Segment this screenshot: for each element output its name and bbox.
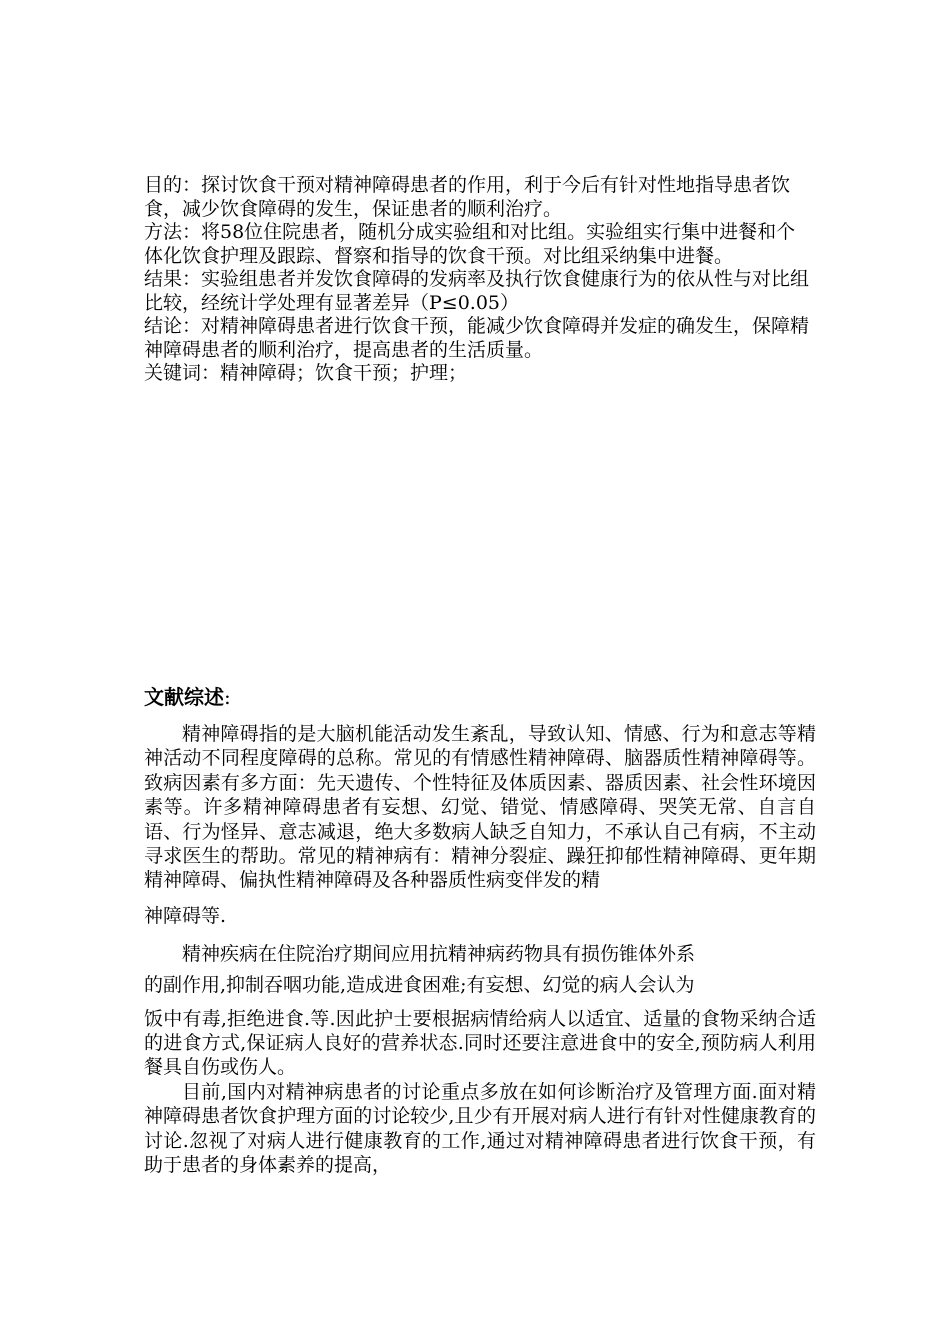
- review-paragraph-2-line-1: 精神疾病在住院治疗期间应用抗精神病药物具有损伤锥体外系: [182, 943, 696, 966]
- abstract-section: [144, 174, 814, 386]
- abstract-purpose: 目的：探讨饮食干预对精神障碍患者的作用，利于今后有针对性地指导患者饮食，减少饮食障碍的发生，保证患者的顺利治疗。: [144, 174, 791, 220]
- abstract-method: 方法：将58位住院患者，随机分成实验组和对比组。实验组实行集中进餐和个体化饮食护理及跟踪、督察和指导的饮食干预。对比组采纳集中进餐。: [144, 221, 796, 267]
- review-heading-colon: :: [224, 685, 231, 709]
- review-heading-text: 文献综述: [144, 685, 224, 709]
- review-paragraph-2-line-2: 的副作用,抑制吞咽功能,造成进食困难;有妄想、幻觉的病人会认为: [144, 973, 695, 996]
- abstract-conclusion: 结论：对精神障碍患者进行饮食干预，能减少饮食障碍并发症的确发生，保障精神障碍患者的顺利治疗，提高患者的生活质量。: [144, 315, 810, 361]
- literature-review-body: [144, 722, 816, 1178]
- literature-review-heading: [144, 684, 231, 710]
- review-paragraph-1-tail: 神障碍等.: [144, 904, 227, 927]
- abstract-result: 结果：实验组患者并发饮食障碍的发病率及执行饮食健康行为的依从性与对比组比较，经统计学处理有显著差异（P≤0.05）: [144, 268, 810, 314]
- review-paragraph-1: 精神障碍指的是大脑机能活动发生紊乱，导致认知、情感、行为和意志等精神活动不同程度障碍的总称。常见的有情感性精神障碍、脑器质性精神障碍等。致病因素有多方面：先天遗传、个性特征及体质因素、器质因素、社会性环境因素等。许多精神障碍患者有妄想、幻觉、错觉、情感障碍、哭笑无常、自言自语、行为怪异、意志减退，绝大多数病人缺乏自知力，不承认自己有病，不主动寻求医生的帮助。常见的精神病有：精神分裂症、躁狂抑郁性精神障碍、更年期精神障碍、偏执性精神障碍及各种器质性病变伴发的精: [144, 723, 816, 892]
- review-paragraph-2-rest: 饭中有毒,拒绝进食.等.因此护士要根据病情给病人以适宜、适量的食物采纳合适的进食方式,保证病人良好的营养状态.同时还要注意进食中的安全,预防病人利用餐具自伤或伤人。: [144, 1007, 816, 1079]
- abstract-keywords: 关键词：精神障碍；饮食干预；护理；: [144, 362, 468, 384]
- review-paragraph-3: 目前,国内对精神病患者的讨论重点多放在如何诊断治疗及管理方面.面对精神障碍患者饮食护理方面的讨论较少,且少有开展对病人进行有针对性健康教育的讨论.忽视了对病人进行健康教育的工作,通过对精神障碍患者进行饮食干预，有助于患者的身体素养的提高，: [144, 1080, 816, 1177]
